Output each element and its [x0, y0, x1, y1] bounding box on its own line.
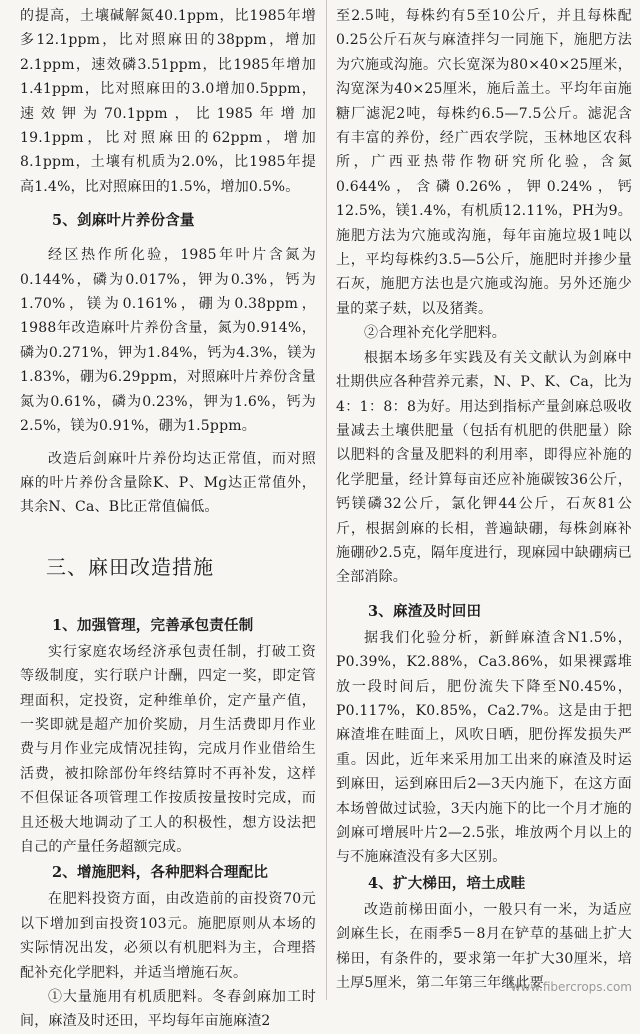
- subheading-residue: 3、麻渣及时回田: [368, 602, 482, 620]
- right-paragraph-chem-head: ②合理补充化学肥料。: [364, 325, 506, 342]
- left-paragraph-normal: 改造后剑麻叶片养份均达正常值，而对照麻的叶片养份含量除K、P、Mg达正常值外，其余N、Ca、B比正常值偏低。: [20, 450, 316, 516]
- left-paragraph-investment: 在肥料投资方面，由改造前的亩投资70元以下增加到亩投资103元。施肥原则从本场的实际情况出发，必须以有机肥料为主，合理搭配补充化学肥料，并适当增施石灰。: [20, 891, 316, 981]
- left-paragraph-management: 实行家庭农场经济承包责任制，打破工资等级制度，实行联户计酬，四定一奖，即定管理面积，定投资，定种维单价，定产量产值，一奖即就是超产加价奖励，月生活费即月作业费与月作业完成情况挂钩，完成月作业借给生活费，被扣除部份年终结算时不再补发，这样不但保证各项管理工作按质按量按时完成，而且还极大地调动了工人的积极性，想方设法把自己的产量任务超额完成。: [20, 643, 316, 855]
- column-gutter: [326, 0, 327, 1000]
- right-column: [336, 4, 632, 995]
- spacer: [20, 439, 316, 447]
- right-paragraph-chem: 根据本场多年实践及有关文献认为剑麻中壮期供应各种营养元素，N、P、K、Ca，比为4：1：8：8为好。用达到指标产量剑麻总吸收量减去土壤供肥量（包括有机肥的供肥量）除以肥料的含量及肥料的利用率，即得应补施的化学肥量，经计算每亩还应补施碳铵36公斤，钙镁磷32公斤，氯化钾44公斤，石灰81公斤，根据剑麻的长相，普遍缺硼，每株剑麻补施硼砂2.5克，隔年度进行，现麻园中缺硼病已全部消除。: [336, 349, 632, 586]
- spacer: [336, 590, 632, 598]
- right-paragraph-terrace: 改造前梯田面小，一般只有一米，为适应剑麻生长，在雨季5－8月在铲草的基础上扩大梯田，有条件的，要求第一年扩大30厘米，培土厚5厘米，第二年第三年继此要: [336, 901, 632, 992]
- subheading-terrace: 4、扩大梯田，培土成畦: [368, 874, 526, 892]
- left-paragraph-leaf: 经区热作所化验，1985年叶片含氮为0.144%，磷为0.017%，钾为0.3%，钙为1.70%，镁为0.161%，硼为0.38ppm，1988年改造麻叶片养份含量，氮为0.914%，磷为0.271%，钾为1.84%，钙为4.3%，镁为1.83%，硼为6.29ppm，对照麻叶片养份含量氮为0.61%，磷为0.23%，钾为1.6%，钙为2.5%，镁为0.91%，硼为1.5ppm。: [20, 247, 316, 435]
- right-paragraph-organic-cont: 至2.5吨，每株约有5至10公斤，并且每株配0.25公斤石灰与麻渣拌匀一同施下，施肥方法为穴施或沟施。穴长宽深为80×40×25厘米，沟宽深为40×25厘米，施后盖土。平均年亩施糖厂滤泥2吨，每株约6.5—7.5公斤。滤泥含有丰富的养份，经广西农学院，玉林地区农科所，广西亚热带作物研究所化验，含氮0.644%，含磷0.26%，钾0.24%，钙12.5%，镁1.4%，有机质12.11%，PH为9。施肥方法为穴施或沟施，每年亩施垃圾1吨以上，平均每株约3.5—5公斤，施肥时并掺少量石灰，施肥方法也是穴施或沟施。另外还施少量的菜子麸，以及猪粪。: [336, 8, 632, 317]
- left-paragraph-organic: ①大量施用有机质肥料。冬春剑麻加工时间，麻渣及时还田，平均每年亩施麻渣2: [20, 989, 316, 1030]
- subheading-management: 1、加强管理，完善承包责任制: [52, 616, 254, 634]
- right-paragraph-residue: 据我们化验分析，新鲜麻渣含N1.5%，P0.39%，K2.88%，Ca3.86%，如果裸露堆放一段时间后，肥份流失下降至N0.45%，P0.117%，K0.85%，Ca2.7%。这是由于把麻渣堆在畦面上，风吹日晒，肥份挥发损失严重。因此，近年来采用加工出来的麻渣及时运到麻田，运到麻田后2—3天内施下，在这方面本场曾做过试验，3天内施下的比一个月才施的剑麻可增展叶片2—2.5张，堆放两个月以上的与不施麻渣没有多大区别。: [336, 629, 632, 866]
- subheading-leaf-nutrients: 5、剑麻叶片养份含量: [52, 212, 195, 230]
- section-heading-improvement: 三、麻田改造措施: [46, 554, 214, 579]
- left-column: [20, 4, 316, 1034]
- spacer: [20, 199, 316, 207]
- left-paragraph-soil: 的提高，土壤碱解氮40.1ppm，比1985年增多12.1ppm，比对照麻田的38ppm，增加2.1ppm，速效磷3.51ppm，比1985年增加1.41ppm，比对照麻田的3.0增加0.5ppm，速效钾为70.1ppm，比1985年增加19.1ppm，比对照麻田的62ppm，增加8.1ppm，土壤有机质为2.0%，比1985年提高1.4%，比对照麻田的1.5%，增加0.5%。: [20, 8, 316, 195]
- subheading-fertilizer: 2、增施肥料，各种肥料合理配比: [52, 864, 269, 882]
- watermark: www.fibercrops.com: [510, 980, 632, 994]
- spacer: [20, 235, 316, 243]
